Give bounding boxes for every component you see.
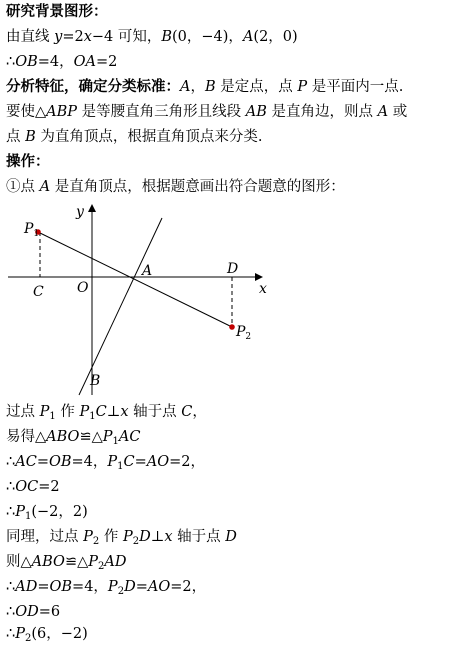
line-step-8: ∴AD=OB=4，$P_2D=AO=2$， bbox=[6, 579, 207, 597]
y-axis-label: y bbox=[76, 204, 84, 220]
line-step-2: 易得$\triangle ABO≌\triangle P_1AC$ bbox=[6, 429, 141, 447]
line-p1-p2 bbox=[38, 232, 232, 327]
line-step-6: 同理，过点 $P_2$ 作 $P_2D\perp x$ 轴于点 D bbox=[6, 529, 237, 547]
line-step-10: $\therefore P_2(6$，−2) bbox=[6, 626, 88, 644]
point-p2 bbox=[229, 324, 235, 330]
line-step-3: ∴AC=OB=4，$P_1C=AO=2$， bbox=[6, 454, 206, 472]
line-step-7: 则$\triangle ABO≌\triangle P_2AD$ bbox=[6, 554, 127, 572]
line-requirement-2: 点 B 为直角顶点，根据直角顶点来分类. bbox=[6, 129, 263, 145]
line-ob-oa: ∴OB=4，OA=2 bbox=[6, 54, 118, 70]
label-a: A bbox=[142, 263, 153, 279]
line-step-4: ∴OC=2 bbox=[6, 479, 60, 495]
label-o: O bbox=[77, 280, 89, 296]
x-axis-label: x bbox=[259, 281, 267, 297]
line-step-9: ∴OD=6 bbox=[6, 604, 61, 620]
line-analysis: 分析特征，确定分类标准：A，B 是定点，点 P 是平面内一点. bbox=[6, 79, 404, 95]
line-given-line: 由直线 y=2x−4 可知，B(0，−4)，A(2，0) bbox=[6, 29, 298, 45]
label-d: D bbox=[227, 261, 239, 277]
line-step-1: 过点 $P_1$ 作 $P_1C\perp x$ 轴于点 C， bbox=[6, 404, 207, 422]
label-p2: $P_2$ bbox=[236, 324, 252, 342]
label-c: C bbox=[33, 284, 44, 300]
heading-research-background: 研究背景图形： bbox=[6, 4, 108, 20]
line-case-1: ①点 A 是直角顶点，根据题意画出符合题意的图形： bbox=[6, 179, 345, 195]
line-step-5: $\therefore P_1(-2$，2) bbox=[6, 504, 88, 522]
heading-operation: 操作： bbox=[6, 154, 50, 170]
label-p1: $P_1$ bbox=[24, 221, 40, 239]
line-requirement-1: 要使△ABP 是等腰直角三角形且线段 AB 是直角边，则点 A 或 bbox=[6, 104, 408, 120]
line-ab bbox=[79, 218, 162, 395]
label-b: B bbox=[90, 373, 101, 389]
